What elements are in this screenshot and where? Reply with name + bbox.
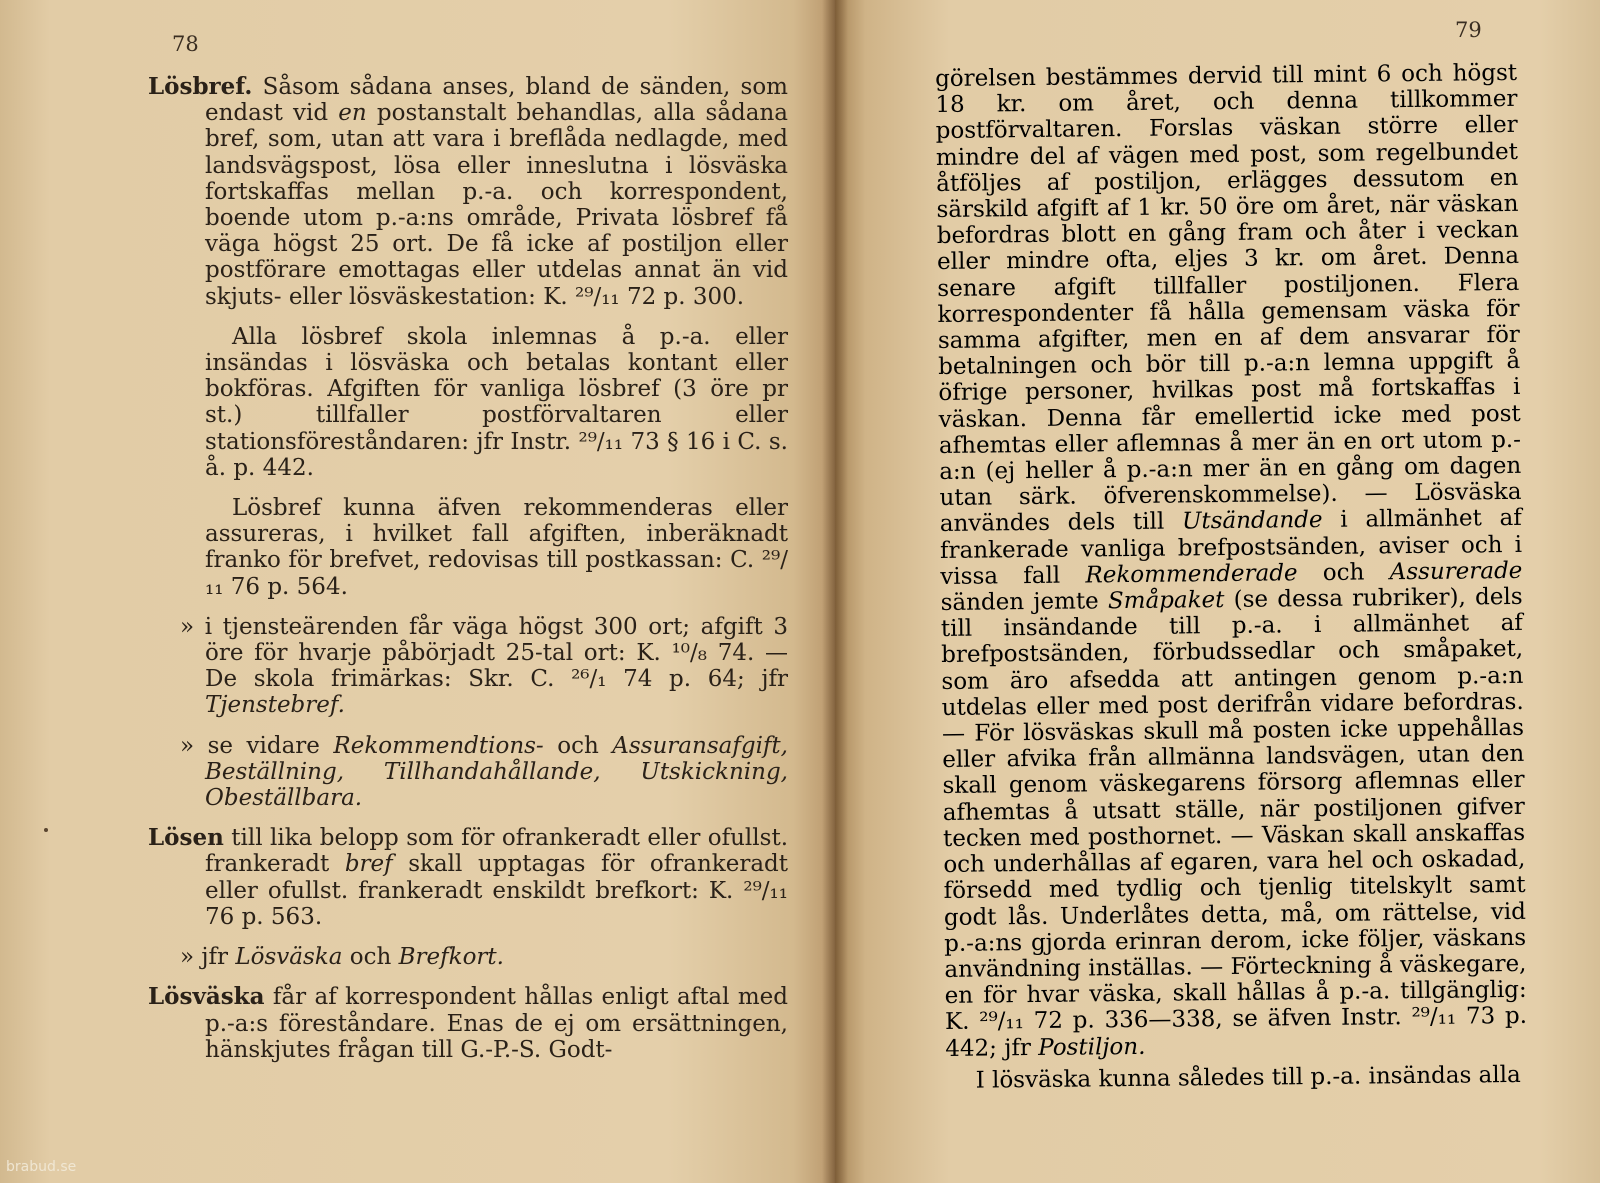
entry-text: postanstalt behandlas, alla sådana bref, som, utan att vara i breflåda nedlagde, med landsvägspost, lösa eller inneslutna i lösväska fortskaffas mellan p.-a. och korrespondent, boende utom p.-a:ns område, Privata lösbref få väga högst 25 ort. De få icke af postiljon eller postförare emottagas eller utdelas annat än vid skjuts- eller lösväskestation: K. ²⁹/₁₁ 72 p. 300. [205,100,789,310]
ditto-mark: » [180,613,195,640]
left-page-number: 78 [172,32,199,56]
ink-speck [44,828,48,832]
paragraph: Alla lösbref skola inlemnas å p.-a. eller insändas i lösväska och betalas kontant eller bokföras. Afgiften för vanliga lösbref (3 öre pr st.) tillfaller postförvaltaren eller stationsföreståndaren: jfr Instr. ²⁹/₁₁ 73 § 16 i C. s. å. p. 442. [205,323,788,481]
cross-reference: Lösväska [235,944,343,971]
entry-losbref [148,74,788,310]
entry-text: skall upptagas för ofrankeradt eller ofullst. frankeradt enskildt brefkort: K. ²⁹/₁₁ 76 p. 563. [205,851,788,930]
cross-reference: Tjenstebref. [205,692,345,719]
emphasis-text: en [338,100,367,127]
cross-reference: Assurerade [1389,557,1523,586]
cross-reference: Postiljon. [1038,1033,1146,1061]
paragraph-text: görelsen bestämmes dervid till mint 6 och högst 18 kr. om året, och denna tillkommer postförvaltaren. Forslas väskan större eller mindre del af vägen med post, som regelbundet åtföljes af postiljon, erlägges dessutom en särskild afgift af 1 kr. 50 öre om året, när väskan befordras blott en gång fram och åter i veckan eller mindre ofta, eljes 3 kr. om året. Denna senare afgift tillfaller postiljonen. Flera korrespondenter få hålla gemensam väska för samma afgifter, men en af dem ansvarar för betalningen och bör till p.-a:n lemna uppgift å öfrige personer, hvilkas post må fortskaffas i väskan. Denna får emellertid icke med post afhemtas eller aflemnas å mer än en ort utom p.-a:n (ej heller å p.-a:n mer än en gång om dagen utan särk. öfverenskommelse). — Lösväska användes dels till [935,59,1522,538]
conjunction: och [349,944,392,971]
cross-reference: bref [344,851,393,878]
cross-reference: Brefkort. [398,944,504,971]
paragraph-text: i allmänhet af frankerade vanliga brefpostsänden, aviser och i vissa fall [939,505,1523,590]
entry-text: till lika belopp som för ofrankeradt eller ofullst. frankeradt [205,825,789,878]
entry-text: får af korrespondent hållas enligt aftal med p.-a:s föreståndare. Enas de ej om ersättningen, hänskjutes frågan till G.-P.-S. Godt- [205,984,789,1063]
entry-text: Såsom sådana anses, bland de sänden, som endast vid [205,74,788,127]
ditto-mark: » [180,944,195,971]
entry-term: Lösväska [148,983,265,1011]
ditto-mark: » [180,732,195,759]
sub-entry-text: se vidare [207,732,320,759]
paragraph: Lösbref kunna äfven rekommenderas eller assureras, i hvilket fall afgiften, inberäknadt franko för brefvet, redovisas till postkassan: C. ²⁹/₁₁ 76 p. 564. [205,495,788,600]
cross-reference: Rekommenderade [1085,560,1298,589]
cross-reference: Rekommendtions- [333,732,544,759]
right-page-text [935,60,1528,1094]
entry-losvaska [148,984,788,1063]
cross-reference: Utsändande [1181,507,1323,535]
entry-term: Lösbref. [148,73,253,100]
entry-losen [148,825,788,930]
conjunction: och [557,732,599,759]
left-page-text [148,74,788,1077]
cross-reference: Assuransafgift, Beställning, Tillhandahållande, Utskickning, Obeställbara. [205,732,788,812]
sub-entry-text: i tjensteärenden får väga högst 300 ort; afgift 3 öre för hvarje påbörjadt 25-tal ort: K. ¹⁰/₈ 74. — De skola frimärkas: Skr. C. ²⁶/₁ 74 p. 64; jfr [204,613,788,693]
cross-reference: Småpaket [1107,587,1225,615]
watermark: brabud.se [6,1159,77,1175]
sub-entry-text: jfr [201,944,229,971]
sub-entry [148,733,788,812]
paragraph: I lösväska kunna således till p.-a. insändas alla [975,1061,1521,1094]
conjunction: och [1322,559,1365,586]
sub-entry [148,614,788,719]
entry-term: Lösen [148,824,224,852]
book-gutter [822,0,848,1183]
paragraph-text: (se dessa rubriker), dels till insändande till p.-a. i allmänhet af brefpostsänden, förbudssedlar och småpaket, som äro afsedda att antingen genom p.-a:n utdelas eller med post derifrån vidare befordras. — För lösväskas skull må posten icke uppehållas eller afvika från allmänna landsvägen, utan den skall genom väskegarens försorg aflemnas eller afhemtas å utsatt ställe, när postiljonen gifver tecken med posthornet. — Väskan skall anskaffas och underhållas af egaren, vara hel och oskadad, försedd med tydlig och tjenlig titelskylt samt godt lås. Underlåtes detta, må, om rättelse, vid p.-a:ns gjorda erinran derom, icke följer, väskans användning inställas. — Förteckning å väskegare, en för hvar väska, skall hållas å p.-a. tillgänglig: K. ²⁹/₁₁ 72 p. 336—338, se äfven Instr. ²⁹/₁₁ 73 p. 442; jfr [940,583,1528,1062]
continued-paragraph [935,60,1527,1062]
paragraph-text: sänden jemte [940,588,1099,617]
sub-entry [148,944,788,970]
right-page-number: 79 [1455,18,1482,42]
